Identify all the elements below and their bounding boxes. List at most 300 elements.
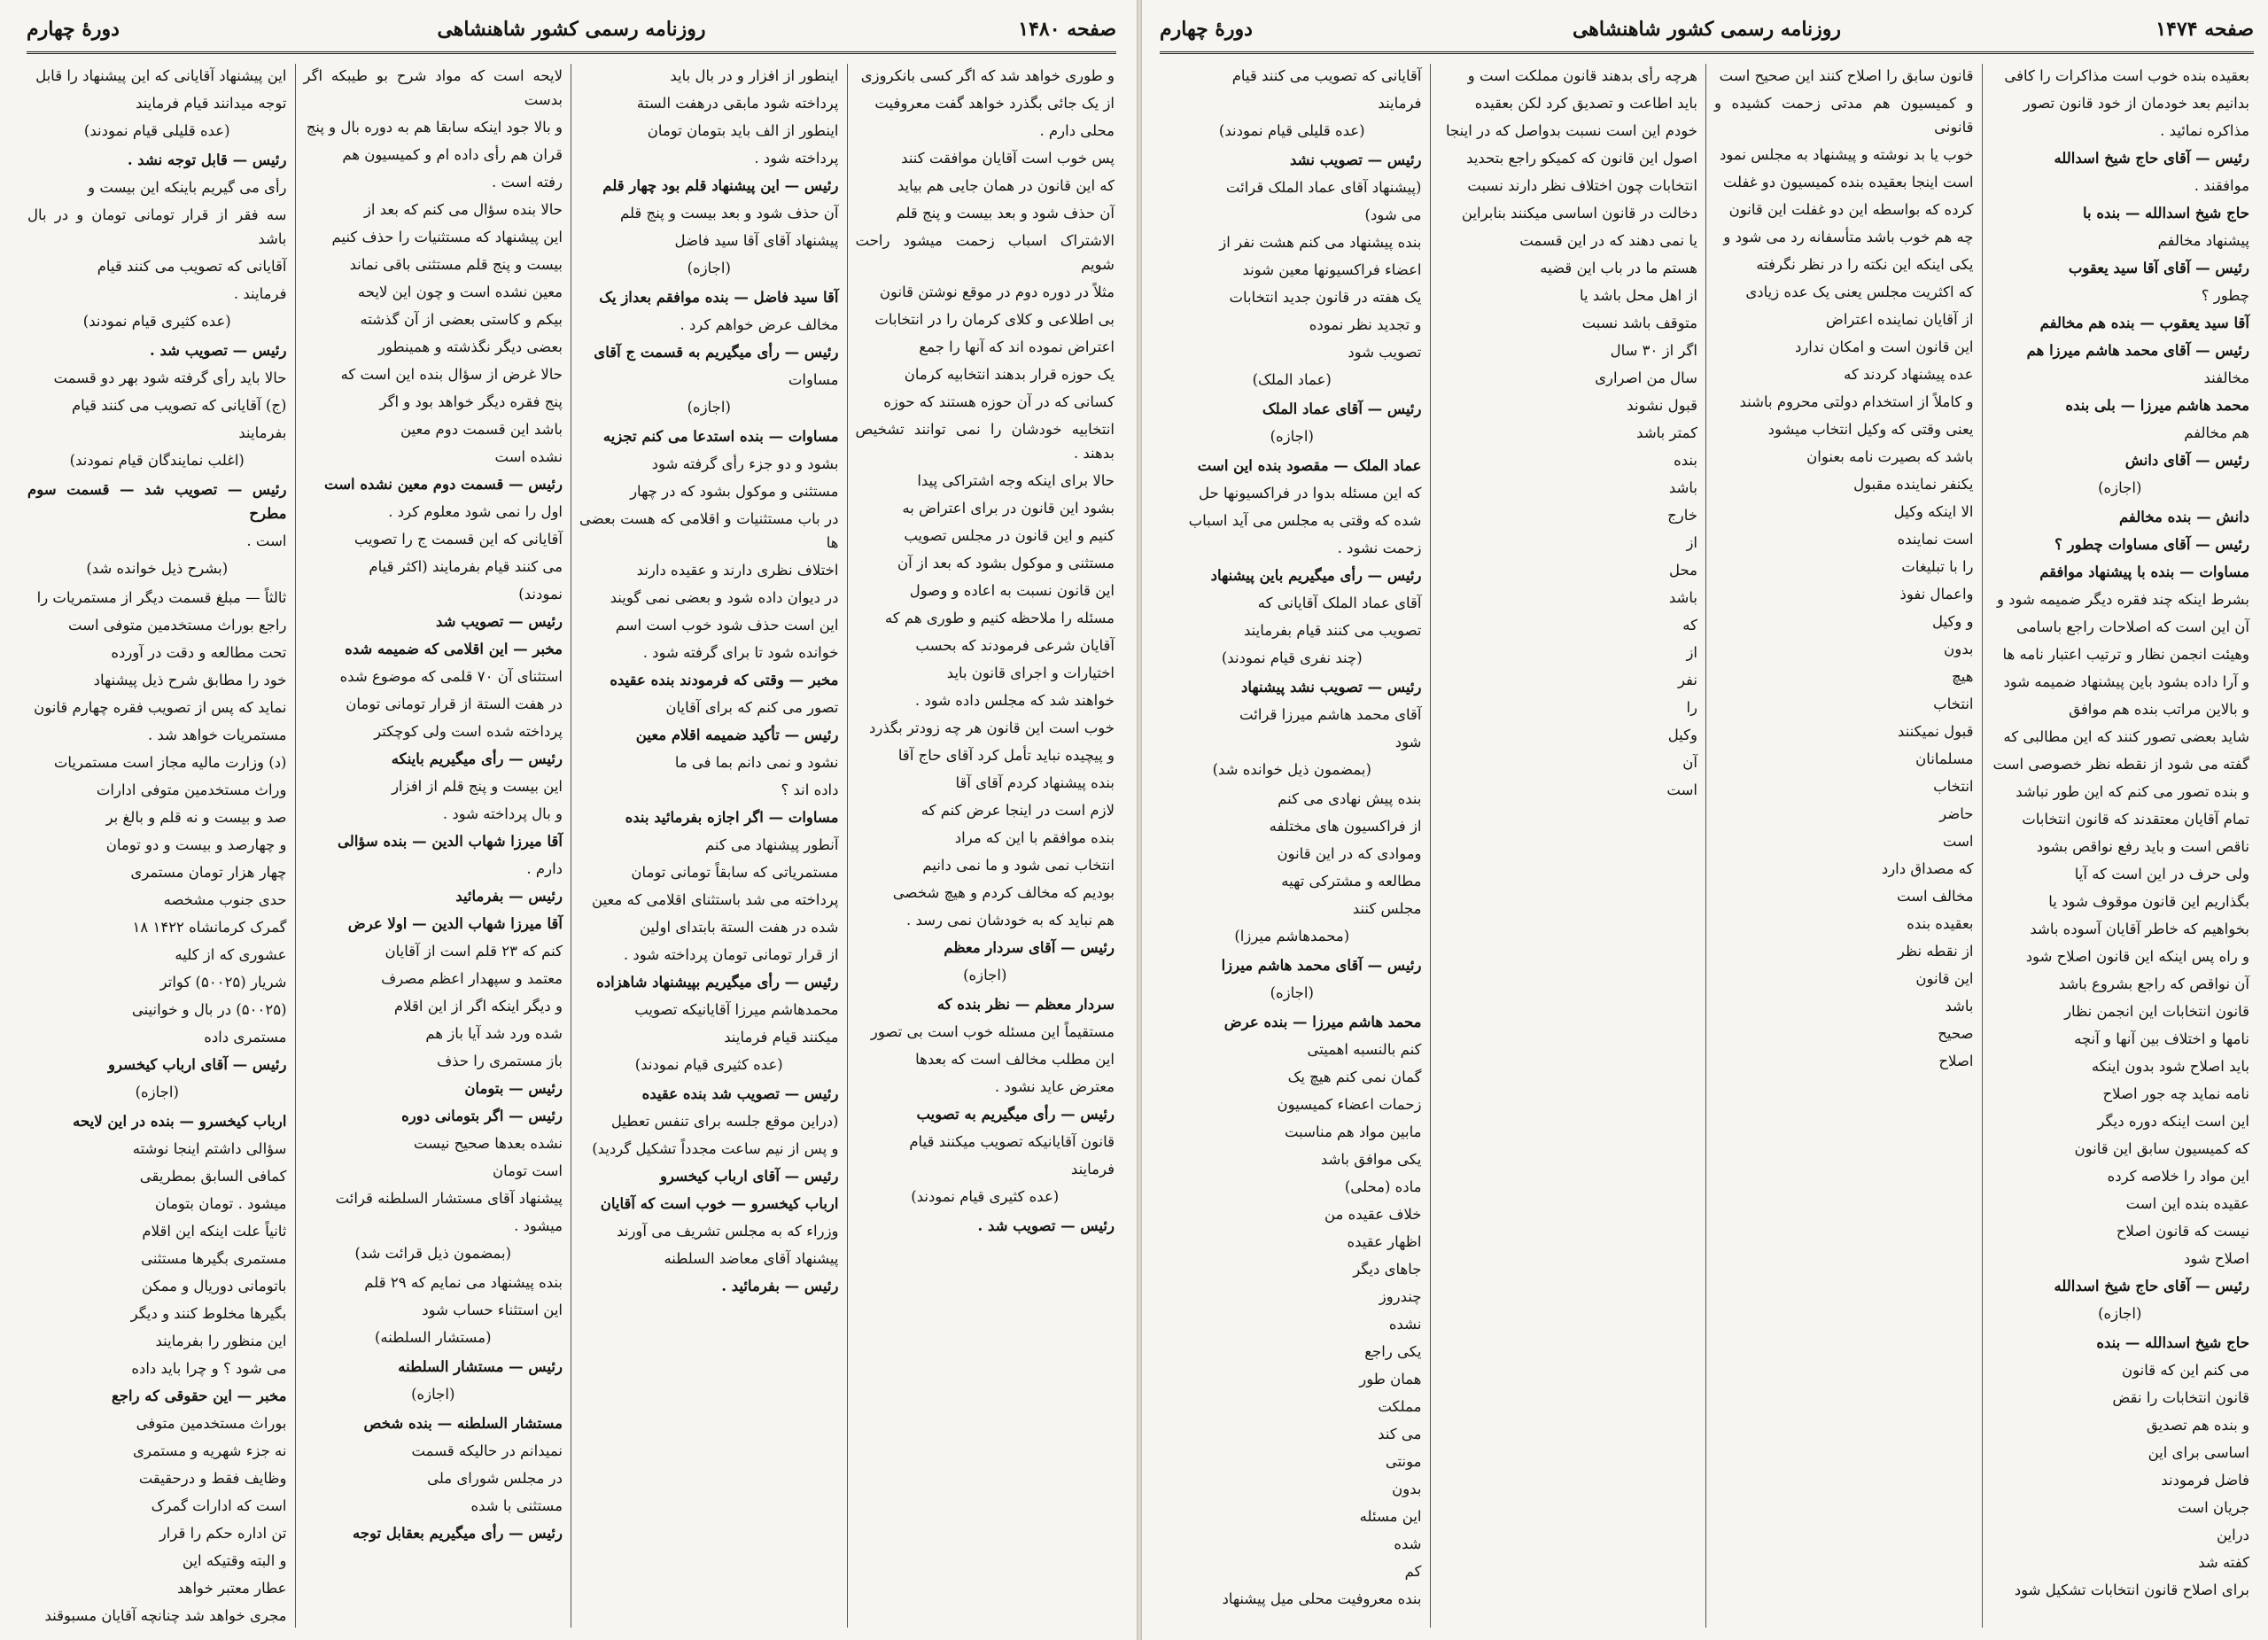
text-line: محمد هاشم میرزا — بلی بنده [2065, 397, 2249, 414]
text-line: ولی حرف در این است که آیا [2074, 866, 2249, 882]
text-line: اول را نمی شود معلوم کرد . [388, 503, 563, 520]
text-line: آقایانی که این قسمت ج را تصویب [353, 531, 563, 548]
text-line: یکی راجع [1364, 1343, 1422, 1360]
text-line: کمتر باشد [1636, 424, 1697, 441]
text-line: آقایانی که تصویب می کنند قیام [97, 258, 287, 275]
text-line: دخالت در قانون اساسی میکنند بنابراین [1461, 205, 1697, 222]
text-line: خود را مطابق شرح ذیل پیشنهاد [93, 672, 287, 688]
text-line: می کنند قیام بفرمایند (اکثر قیام [369, 558, 563, 575]
text-line: خارج [1667, 507, 1697, 524]
text-line: سه فقر از قرار تومانی تومان و در بال باشد [27, 206, 287, 247]
text-line: پرداخته شده است ولی کوچکتر [374, 723, 563, 740]
text-line: که این مسئله بدوا در فراکسیونها حل [1199, 485, 1422, 501]
text-line: شده ورد شد آیا باز هم [425, 1025, 563, 1042]
text-line: قانون انتخابات این انجمن نظار [2064, 1003, 2249, 1020]
text-line: مخبر — این اقلامی که ضمیمه شده [345, 641, 563, 657]
text-line: بنده پیشنهاد می نمایم که ۲۹ قلم [364, 1274, 563, 1291]
text-line: رئیس — تصویب شد — قسمت سوم مطرح [27, 481, 287, 522]
text-line: آقای محمد هاشم میرزا قرائت [1239, 706, 1422, 723]
text-line: هرچه رأی بدهند قانون مملکت است و [1467, 67, 1697, 84]
text-line: و کاملاً از استخدام دولتی محروم باشند [1739, 393, 1974, 410]
text-line: رئیس — قسمت دوم معین نشده است [324, 476, 563, 493]
text-line: کنم بالنسبه اهمیتی [1307, 1041, 1422, 1058]
text-line: گمرک کرمانشاه ۱۴۲۲ ۱۸ [132, 919, 287, 936]
right-paper-title: روزنامه رسمی کشور شاهنشاهی [1572, 18, 1842, 41]
text-line: مستمری بگیرها مستثنی [141, 1250, 287, 1267]
text-line: انتخاب نمی شود و ما نمی دانیم [922, 857, 1115, 874]
text-line: که مصداق دارد [1881, 860, 1974, 877]
text-line: (اجازه) [963, 967, 1007, 983]
text-line: گمان نمی کنم هیچ یک [1287, 1069, 1422, 1085]
text-line: مساوات — بنده با پیشنهاد موافقم [2039, 564, 2249, 580]
text-line: خوب یا بد نوشته و پیشنهاد به مجلس نمود [1719, 146, 1974, 163]
text-line: رئیس — بفرمائید [455, 888, 563, 905]
text-line: و وکیل [1931, 613, 1974, 630]
text-line: این مسئله [1359, 1508, 1422, 1525]
text-line: پیشنهاد مخالفم [2157, 232, 2249, 249]
text-line: حالا برای اینکه وجه اشتراکی پیدا [917, 472, 1115, 489]
text-line: ارباب کیخسرو — خوب است که آقایان [600, 1195, 839, 1212]
text-line: که این قانون در همان جایی هم بیاید [897, 177, 1115, 194]
text-line: مخبر — این حقوقی که راجع [112, 1387, 287, 1404]
left-page-number: صفحه ۱۴۸۰ [1018, 18, 1116, 41]
text-line: این است حذف شود خوب است اسم [615, 617, 839, 633]
text-line: رئیس — تصویب نشد پیشنهاد [1241, 679, 1422, 696]
text-line: باشد [1668, 479, 1697, 496]
text-line: و دیگر اینکه اگر از این اقلام [393, 998, 563, 1014]
text-line: وکیل [1667, 727, 1697, 743]
text-line: نمیدانم در حالیکه قسمت [411, 1442, 563, 1459]
text-line: هم نباید که به خودشان نمی رسد . [905, 912, 1115, 929]
text-line: است [1942, 833, 1974, 850]
text-line: انتخابات چون اختلاف نظر دارند نسبت [1467, 177, 1697, 194]
text-line: و طوری خواهد شد که اگر کسی بانکروزی [860, 67, 1115, 84]
text-line: خوانده شود تا برای گرفته شود . [642, 644, 839, 661]
text-line: است [1666, 781, 1697, 798]
text-line: وهیئت انجمن نظار و ترتیب اعتبار نامه ها [2002, 646, 2249, 663]
text-line: اصلاح [1938, 1053, 1974, 1069]
text-line: مستشار السلطنه — بنده شخص [363, 1415, 563, 1432]
text-line: بگذاریم این قانون موقوف شود یا [2048, 893, 2249, 910]
text-line: بوراث مستخدمین متوفی [136, 1415, 287, 1432]
text-line: بگیرها مخلوط کنند و دیگر [130, 1305, 287, 1322]
right-columns [1154, 64, 2257, 1628]
text-line: رئیس — آقای آقا سید یعقوب [2068, 260, 2249, 276]
text-line: (عماد الملک) [1252, 371, 1332, 388]
text-line: حدی جنوب مشخصه [163, 891, 287, 908]
text-line: رئیس — آقای عماد الملک [1262, 400, 1422, 417]
text-line: چندروز [1379, 1288, 1422, 1305]
text-line: می شود) [1364, 206, 1422, 223]
text-line: این مطلب مخالف است که بعدها [915, 1051, 1115, 1068]
right-page [1142, 0, 2268, 1640]
text-line: یا نمی دهند که در این قسمت [1519, 232, 1697, 249]
text-line: آقا میرزا شهاب الدین — بنده سؤالی [338, 833, 563, 850]
text-line: و چهارصد و بیست و دو تومان [105, 836, 287, 853]
text-line: (اجازه) [1270, 428, 1314, 445]
text-line: در باب مستثنیات و اقلامی که هست بعضی ها [579, 510, 839, 551]
text-line: آقا سید یعقوب — بنده هم مخالفم [2039, 315, 2249, 331]
text-line: راجع بوراث مستخدمین متوفی است [67, 617, 287, 633]
text-line: مطالعه و مشترکی تهیه [1281, 873, 1422, 890]
text-line: این پیشنهاد که مستثنیات را حذف کنیم [331, 229, 563, 245]
text-line: نمودند) [518, 586, 563, 602]
text-line: باشد [1668, 589, 1697, 606]
text-line: و تجدید نظر نموده [1309, 316, 1422, 333]
text-line: می شود ؟ و چرا باید داده [131, 1360, 287, 1377]
text-line: سؤالی داشتم اینجا نوشته [132, 1140, 287, 1157]
text-line: محل [1669, 562, 1697, 579]
text-line: اختیارات و اجرای قانون باید [946, 665, 1115, 681]
left-period-label: دورهٔ چهارم [27, 18, 120, 41]
text-line: فرمایند . [233, 285, 287, 302]
text-line: آن [1682, 754, 1697, 771]
text-line: ماده (محلی) [1344, 1178, 1422, 1195]
text-line: لازم است در اینجا عرض کنم که [920, 802, 1115, 819]
text-line: از نقطه نظر [1897, 943, 1974, 960]
text-line: و بنده هم تصدیق [2146, 1417, 2249, 1434]
text-line: میشود . [514, 1217, 563, 1234]
text-line: مسئله را ملاحظه کنیم و طوری هم که [884, 610, 1115, 626]
text-line: اساسی برای این [2148, 1444, 2249, 1461]
text-line: و بالاین مراتب بنده هم موافق [2069, 701, 2249, 718]
text-line: انتخاب [1933, 778, 1974, 795]
text-line: رئیس — آقای حاج شیخ اسدالله [2054, 1278, 2249, 1294]
text-line: در مجلس شورای ملی [427, 1470, 563, 1487]
text-line: (عده کثیری قیام نمودند) [911, 1188, 1060, 1205]
text-line: این بیست و پنج قلم از افزار [392, 778, 563, 795]
text-line: آن این است که اصلاحات راجع باسامی [2016, 618, 2249, 635]
text-line: از اهل محل باشد یا [1579, 287, 1697, 304]
text-line: بنده [1674, 452, 1697, 469]
text-line: نشده بعدها صحیح نیست [413, 1135, 563, 1152]
text-line: کسانی که در آن حوزه هستند که حوزه [883, 393, 1115, 410]
text-line: زحمات اعضاء کمیسیون [1277, 1096, 1422, 1113]
text-line: رئیس — آقای محمد هاشم میرزا هم [2026, 342, 2249, 359]
text-line: حالا باید رأی گرفته شود بهر دو قسمت [53, 369, 287, 386]
text-line: بعقیده بنده [1907, 915, 1974, 932]
text-line: شده [1394, 1535, 1422, 1552]
text-line: رئیس — آقای محمد هاشم میرزا [1221, 957, 1422, 974]
text-line: نشده است [494, 448, 563, 465]
text-line: رئیس — آقای ارباب کیخسرو [660, 1168, 839, 1185]
text-line: باز مستمری را حذف [437, 1053, 563, 1069]
text-line: رئیس — رأی میگیریم بعقابل توجه [352, 1525, 563, 1542]
text-line: اعضاء فراکسیونها معین شوند [1242, 261, 1422, 278]
text-line: معترض عاید نشود . [994, 1078, 1115, 1095]
text-line: قبول نمیکنند [1898, 723, 1974, 740]
right-page-header [1160, 16, 2254, 55]
text-line: کم [1404, 1563, 1422, 1580]
text-line: اگر از ۳۰ سال [1610, 342, 1697, 359]
text-line: آقای عماد الملک آقایانی که [1257, 595, 1422, 611]
left-column-3 [296, 64, 572, 1628]
text-line: رئیس — بتومان [464, 1080, 563, 1097]
text-line: آن نواقص که راجع بشروع باشد [2058, 975, 2249, 992]
text-line: ثالثاً — مبلغ قسمت دیگر از مستمریات را [36, 589, 287, 606]
text-line: (د) وزارت مالیه مجاز است مستمریات [53, 754, 287, 771]
text-line: شود [1394, 734, 1422, 750]
text-line: است . [246, 532, 287, 549]
text-line: چه هم خوب باشد متأسفانه رد می شود و [1723, 229, 1974, 245]
text-line: بعقیده بنده خوب است مذاکرات را کافی [2004, 67, 2249, 84]
text-line: مستمری داده [204, 1029, 287, 1045]
text-line: شریار (۵۰۰۲۵) کواتر [159, 974, 287, 991]
text-line: باتومانی دوریال و ممکن [141, 1278, 287, 1294]
text-line: بودیم که مخالف کردم و هیچ شخصی [892, 884, 1115, 901]
text-line: کفته شد [2198, 1554, 2249, 1571]
text-line: تن اداره حکم را قرار [159, 1525, 287, 1542]
right-page-number: صفحه ۱۴۷۴ [2155, 18, 2254, 41]
text-line: عقیده بنده این است [2125, 1195, 2249, 1212]
right-column-2 [1706, 64, 1983, 1628]
text-line: کرده که بواسطه این دو غفلت این قانون [1728, 201, 1974, 218]
text-line: توجه میدانند قیام فرمایند [136, 95, 287, 112]
text-line: اینطور از افزار و در بال باید [670, 67, 839, 84]
text-line: مسلمانان [1915, 750, 1974, 767]
left-page-header [27, 16, 1116, 55]
text-line: رئیس — این پیشنهاد قلم بود چهار قلم [602, 177, 839, 194]
text-line: و بالا جود اینکه سابقا هم به دوره بال و پنج [306, 119, 563, 136]
text-line: یعنی وقتی که وکیل انتخاب میشود [1767, 421, 1974, 438]
text-line: وظایف فقط و درحقیقت [138, 1470, 287, 1487]
text-line: (مستشار السلطنه) [374, 1329, 492, 1346]
text-line: فرمایند [1378, 95, 1422, 112]
text-line: مملکت [1378, 1398, 1422, 1415]
text-line: این قانون است و امکان ندارد [1794, 338, 1974, 355]
text-line: مستثنی با شده [470, 1497, 563, 1514]
text-line: جاهای دیگر [1353, 1261, 1422, 1278]
text-line: رئیس — رأی میگیریم بپیشنهاد شاهزاده [596, 974, 839, 991]
text-line: انتخاب [1933, 696, 1974, 712]
text-line: از [1686, 644, 1697, 661]
text-line: عشوری که از کلیه [175, 946, 287, 963]
text-line: خلاف عقیده من [1324, 1206, 1422, 1223]
text-line: رئیس — تصویب شد . [977, 1217, 1115, 1234]
text-line: اصول این قانون که کمیکو راجع بتحدید [1466, 150, 1697, 167]
text-line: بیست و پنج قلم مستثنی باقی نماند [349, 256, 563, 273]
text-line: زحمت نشود . [1337, 540, 1422, 556]
text-line: هستم ما در باب این قضیه [1540, 260, 1697, 276]
text-line: چهار هزار تومان مستمری [130, 864, 287, 881]
text-line: است که ادارات گمرک [151, 1497, 287, 1514]
text-line: رئیس — تصویب شد بنده عقیده [641, 1085, 839, 1102]
text-line: است اینجا بعقیده بنده کمیسیون دو غفلت [1722, 174, 1974, 190]
text-line: باشد که بصیرت نامه بعنوان [1806, 448, 1974, 465]
text-line: اظهار عقیده [1347, 1233, 1422, 1250]
text-line: پنج فقره دیگر خواهد بود و اگر [379, 393, 563, 410]
text-line: حاج شیخ اسدالله — بنده با [2082, 205, 2249, 222]
text-line: رئیس — آقای سردار معظم [944, 939, 1115, 956]
text-line: بفرمایند [238, 424, 287, 441]
text-line: هم مخالفم [2184, 424, 2249, 441]
text-line: که کمیسیون سابق این قانون [2074, 1140, 2249, 1157]
text-line: (ج) آقایانی که تصویب می کنند قیام [71, 397, 287, 414]
text-line: معین نشده است و چون این لایحه [357, 284, 563, 300]
text-line: یکی موافق باشد [1320, 1151, 1422, 1168]
text-line: این قانون نسبت به اعاده و وصول [909, 582, 1115, 599]
text-line: و کمیسیون هم مدتی زحمت کشیده و قانونی [1714, 95, 1974, 136]
text-line: می کنم این که قانون [2122, 1362, 2249, 1379]
text-line: مذاکره نمائید . [2160, 122, 2249, 139]
text-line: محمدهاشم میرزا آقایانیکه تصویب [634, 1001, 839, 1018]
text-line: پیشنهاد آقای آقا سید فاضل [674, 232, 839, 249]
text-line: مخالفند [2203, 369, 2249, 386]
text-line: نشده [1388, 1316, 1422, 1333]
text-line: بنده پیش نهادی می کنم [1278, 790, 1422, 807]
text-line: رئیس — آقای ارباب کیخسرو [108, 1056, 287, 1073]
text-line: سال من اصراری [1595, 369, 1697, 386]
text-line: آنطور پیشنهاد می کنم [704, 836, 839, 853]
text-line: (عده قلیلی قیام نمودند) [1218, 122, 1365, 139]
text-line: ثانیاً علت اینکه این اقلام [142, 1223, 287, 1240]
text-line: گفته می شود از نقطه نظر خصوصی است [1992, 756, 2249, 773]
text-line: عده پیشنهاد کردند که [1844, 366, 1974, 383]
text-line: فاضل فرمودند [2161, 1472, 2249, 1488]
text-line: نیست که قانون اصلاح [2116, 1223, 2249, 1240]
text-line: می کند [1378, 1426, 1422, 1442]
text-line: را [1686, 699, 1697, 716]
text-line: اعتراض نموده اند که آنها را جمع [919, 338, 1115, 355]
text-line: سردار معظم — نظر بنده که [936, 996, 1115, 1013]
text-line: پرداخته می شد باستثنای اقلامی که معین [592, 891, 839, 908]
text-line: در دیوان داده شود و بعضی نمی گویند [610, 589, 839, 606]
text-line: واعمال نفوذ [1899, 586, 1974, 602]
left-header-rule [27, 51, 1116, 54]
text-line: (عده کثیری قیام نمودند) [82, 313, 231, 330]
text-line: قانون انتخابات را نقض [2112, 1389, 2249, 1406]
text-line: رئیس — مستشار السلطنه [398, 1358, 563, 1375]
text-line: نامها و اختلاف بین آنها و آنچه [2074, 1030, 2249, 1047]
text-line: دانش — بنده مخالفم [2118, 509, 2249, 525]
text-line: رئیس — آقای حاج شیخ اسدالله [2054, 150, 2249, 167]
text-line: از یک جائی بگذرد خواهد گفت معروفیت [874, 95, 1115, 112]
text-line: باید اصلاح شود بدون اینکه [2091, 1058, 2249, 1075]
text-line: فرمایند [1070, 1161, 1115, 1178]
text-line: اینطور از الف باید بتومان تومان [647, 122, 839, 139]
text-line: در هفت الستة از قرار تومانی تومان [346, 696, 563, 712]
text-line: باشد این قسمت دوم معین [400, 421, 563, 438]
text-line: (۵۰۰۲۵) در بال و خوانینی [131, 1001, 287, 1018]
left-column-1 [848, 64, 1123, 1628]
text-line: یکی اینکه این نکته را در نظر نگرفته [1756, 256, 1974, 273]
text-line: چطور ؟ [2201, 287, 2249, 304]
text-line: (پیشنهاد آقای عماد الملک قرائت [1225, 179, 1422, 196]
text-line: اصلاح شود [2183, 1250, 2249, 1267]
text-line: مخالف است [1897, 888, 1974, 905]
text-line: رئیس — رأی میگیریم باین پیشنهاد [1210, 567, 1422, 584]
text-line: از آقایان نماینده اعتراض [1825, 311, 1974, 328]
text-line: که [1682, 617, 1697, 633]
text-line: شاید بعضی تصور کنند که این مطالبی که [2003, 728, 2249, 745]
text-line: (اجازه) [687, 399, 731, 416]
text-line: شده در هفت الستة بابتدای اولین [639, 919, 839, 936]
text-line: حاضر [1939, 805, 1974, 822]
text-line: رئیس — رأی میگیریم باینکه [391, 750, 563, 767]
text-line: مستمریات خواهد شد . [148, 727, 287, 743]
text-line: بنده پیشنهاد می کنم هشت نفر از [1219, 234, 1422, 251]
text-line: وراث مستخدمین متوفی ادارات [96, 781, 287, 798]
text-line: نه جزء شهریه و مستمری [132, 1442, 287, 1459]
text-line: صد و بیست و نه قلم و بالغ بر [105, 809, 287, 826]
text-line: (دراین موقع جلسه برای تنفس تعطیل [610, 1113, 839, 1130]
text-line: مخبر — وقتی که فرمودند بنده عقیده [610, 672, 839, 688]
text-line: آن حذف شود و بعد بیست و پنج قلم [619, 205, 839, 222]
text-line: این است اینکه دوره دیگر [2097, 1113, 2249, 1130]
text-line: بشرط اینکه چند فقره دیگر ضمیمه شود و [1996, 591, 2249, 608]
text-line: بنده معروفیت محلی میل پیشنهاد [1222, 1590, 1422, 1607]
text-line: مثلاً در دوره دوم در موقع نوشتن قانون [879, 284, 1115, 300]
text-line: که اکثریت مجلس یعنی یک عده زیادی [1745, 284, 1974, 300]
text-line: بیکم و کاستی بعضی از آن گذشته [360, 311, 563, 328]
left-column-2 [571, 64, 848, 1628]
text-line: و بال پرداخته شود . [442, 805, 563, 822]
text-line: مساوات — بنده استدعا می کنم تجزیه [602, 428, 839, 445]
text-line: پیشنهاد آقای معاضد السلطنه [664, 1250, 839, 1267]
text-line: است نماینده [1897, 531, 1974, 548]
text-line: تصویب شود [1348, 344, 1422, 361]
right-column-4 [1154, 64, 1431, 1628]
text-line: بنده پیشنهاد کردم آقای آقا [955, 774, 1115, 791]
text-line: مجری خواهد شد چنانچه آقایان مسبوقند [44, 1607, 287, 1624]
text-line: کنیم و این قانون در مجلس تصویب [904, 527, 1115, 544]
text-line: مخالف عرض خواهم کرد . [680, 316, 839, 333]
text-line: مونتی [1385, 1453, 1422, 1470]
text-line: رئیس — رأی میگیریم به تصویب [916, 1106, 1115, 1123]
text-line: محمد هاشم میرزا — بنده عرض [1223, 1014, 1422, 1030]
text-line: نامه نماید چه جور اصلاح [2102, 1085, 2249, 1102]
text-line: ارباب کیخسرو — بنده در این لایحه [73, 1113, 287, 1130]
text-line: پرداخته شود . [754, 150, 839, 167]
right-period-label: دورهٔ چهارم [1160, 18, 1253, 41]
text-line: میشود . تومان بتومان [154, 1195, 287, 1212]
text-line: از فراکسیون های مختلفه [1269, 818, 1422, 835]
text-line: جریان است [2178, 1499, 2249, 1516]
text-line: بنده موافقم با این که مراد [954, 829, 1115, 846]
text-line: و راه پس اینکه این قانون اصلاح شود [2025, 948, 2249, 965]
text-line: آقایان شرعی فرمودند که بحسب [915, 637, 1115, 654]
text-line: آن حذف شود و بعد بیست و پنج قلم [896, 205, 1115, 222]
text-line: انتخابیه خودشان را نمی توانند تشخیص بدهند . [855, 421, 1115, 462]
text-line: مستثنی و موکول بشود که بعد از آن [897, 555, 1115, 571]
text-line: هیچ [1952, 668, 1974, 685]
text-line: موافقند . [2194, 177, 2249, 194]
text-line: (بشرح ذیل خوانده شد) [86, 560, 229, 577]
text-line: رئیس — تصویب شد . [149, 342, 287, 359]
text-line: و پس از نیم ساعت مجدداً تشکیل گردید) [592, 1140, 839, 1157]
text-line: قبول نشوند [1627, 397, 1697, 414]
text-line: از قرار تومانی تومان پرداخته شود . [623, 946, 839, 963]
text-line: بی اطلاعی و کلای کرمان را در انتخابات [874, 311, 1115, 328]
text-line: (بمضمون ذیل خوانده شد) [1212, 761, 1371, 778]
text-line: نشود و نمی دانم بما فی ما [674, 754, 839, 771]
text-line: پرداخته شود مابقی درهفت الستة [636, 95, 839, 112]
text-line: بدانیم بعد خودمان از خود قانون تصور [2023, 95, 2249, 112]
text-line: رأی می گیریم باینکه این بیست و [88, 179, 287, 196]
right-header-rule [1160, 51, 2254, 54]
text-line: مستمریاتی که سابقاً تومانی تومان [631, 864, 839, 881]
text-line: تصویب می کنند قیام بفرمایند [1243, 622, 1422, 639]
text-line: همان طور [1359, 1371, 1422, 1387]
text-line: خوب است این قانون هر چه زودتر بگذرد [869, 719, 1115, 736]
text-line: رئیس — تصویب شد [435, 613, 563, 630]
text-line: (عده قلیلی قیام نمودند) [83, 122, 230, 139]
text-line: تحت مطالعه و دقت در آورده [111, 644, 287, 661]
text-line: حالا غرض از سؤال بنده این است که [340, 366, 563, 383]
text-line: این پیشنهاد آقایانی که این پیشنهاد را قابل [35, 67, 287, 84]
text-line: (اغلب نمایندگان قیام نمودند) [69, 452, 245, 469]
text-line: رئیس — آقای دانش [2124, 452, 2249, 469]
